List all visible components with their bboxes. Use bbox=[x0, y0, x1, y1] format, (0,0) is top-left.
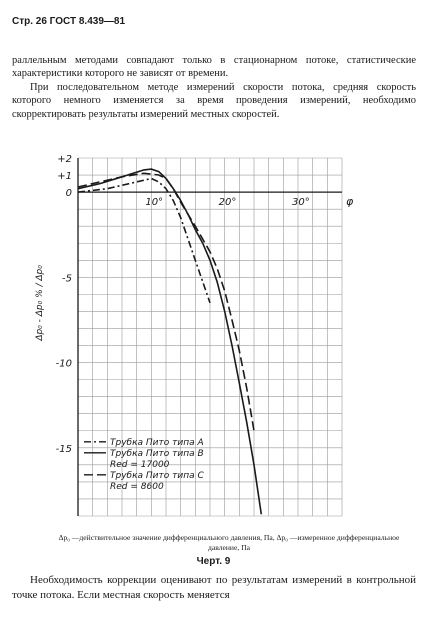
y-tick-label: 0 bbox=[65, 188, 72, 200]
x-tick-label: 20° bbox=[218, 197, 237, 209]
legend-sublabel: Red = 8600 bbox=[110, 481, 164, 492]
legend-sublabel: Red = 17000 bbox=[110, 459, 170, 470]
paragraph-3: Необходимость коррекции оценивают по результатам измерений в контрольной точке потока. Если местная скорость меняется bbox=[12, 574, 416, 601]
x-axis-label: φ bbox=[346, 195, 354, 209]
y-tick-label: -5 bbox=[62, 273, 72, 285]
figure-title: Черт. 9 bbox=[196, 556, 231, 567]
paragraph-2: При последовательном методе измерений скорости потока, средняя скорость которого немного изменяется за время проведения измерений, необходимо скорректировать результаты измерений местных скоростей. bbox=[12, 82, 416, 120]
legend-label: Трубка Пито типа B bbox=[110, 448, 204, 459]
series-line bbox=[78, 179, 210, 303]
series-line bbox=[78, 169, 261, 514]
caption-definition: Δp₀ —действительное значение дифференциального давления, Па, Δp₀ —измеренное дифференциальное давление, Па bbox=[58, 533, 400, 552]
x-tick-label: 30° bbox=[292, 197, 310, 209]
y-tick-label: -10 bbox=[55, 358, 72, 370]
legend-label: Трубка Пито типа C bbox=[110, 470, 204, 481]
figure-chart bbox=[0, 150, 427, 530]
x-tick-label: 10° bbox=[145, 197, 164, 209]
chart-svg bbox=[0, 150, 427, 530]
y-tick-label: +2 bbox=[57, 154, 72, 165]
y-axis-label: Δp₀ - Δp₀ % / Δp₀ bbox=[35, 265, 45, 341]
legend-label: Трубка Пито типа A bbox=[110, 437, 204, 448]
y-tick-label: -15 bbox=[55, 443, 72, 455]
page-header: Стр. 26 ГОСТ 8.439—81 bbox=[12, 16, 126, 27]
paragraph-1: раллельным методами совпадают только в стационарном потоке, статистические характеристики которого не зависят от времени. bbox=[12, 55, 416, 80]
y-tick-label: +1 bbox=[57, 171, 72, 183]
